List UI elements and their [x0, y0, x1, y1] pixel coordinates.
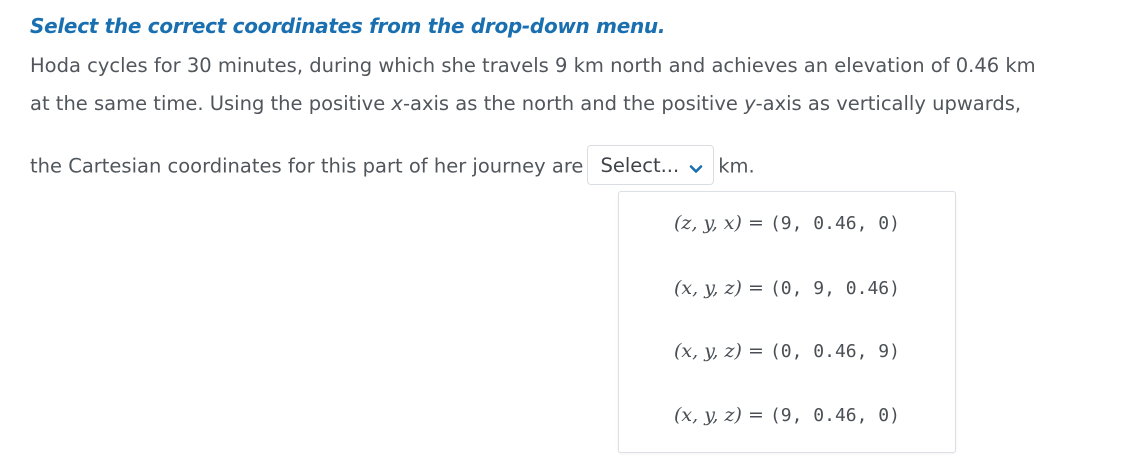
x-variable: x — [391, 92, 403, 115]
option-equals: = — [741, 212, 770, 234]
question-text: -axis as vertically upwards, — [755, 92, 1022, 115]
dropdown-option[interactable] — [619, 257, 955, 319]
option-variables: (x, y, z) — [674, 404, 742, 426]
option-values: (0, 0.46, 9) — [769, 340, 900, 362]
chevron-down-icon — [689, 158, 703, 172]
question-text: at the same time. Using the positive — [30, 92, 392, 115]
dropdown-option[interactable] — [619, 192, 955, 254]
option-values: (9, 0.46, 0) — [769, 212, 900, 234]
select-label: Select... — [600, 153, 680, 177]
option-equals: = — [741, 404, 770, 426]
option-variables: (z, y, x) — [674, 212, 742, 234]
instruction-text: Select the correct coordinates from the drop-down menu. — [30, 14, 666, 38]
dropdown-menu — [618, 191, 956, 453]
option-values: (0, 9, 0.46) — [769, 277, 900, 299]
option-variables: (x, y, z) — [674, 277, 742, 299]
option-values: (9, 0.46, 0) — [769, 404, 900, 426]
question-line-1: Hoda cycles for 30 minutes, during which she travels 9 km north and achieves an elevation of 0.46 km — [30, 54, 1036, 77]
unit-text: km. — [718, 154, 755, 178]
coordinates-select[interactable] — [587, 145, 714, 185]
dropdown-option[interactable] — [619, 384, 955, 446]
question-line-2 — [30, 92, 1021, 115]
y-variable: y — [744, 92, 756, 115]
option-equals: = — [741, 277, 770, 299]
question-line-3 — [30, 147, 755, 187]
dropdown-option[interactable] — [619, 320, 955, 382]
question-text: the Cartesian coordinates for this part of her journey are — [30, 154, 584, 178]
question-text: -axis as the north and the positive — [402, 92, 745, 115]
option-equals: = — [741, 340, 770, 362]
option-variables: (x, y, z) — [674, 340, 742, 362]
